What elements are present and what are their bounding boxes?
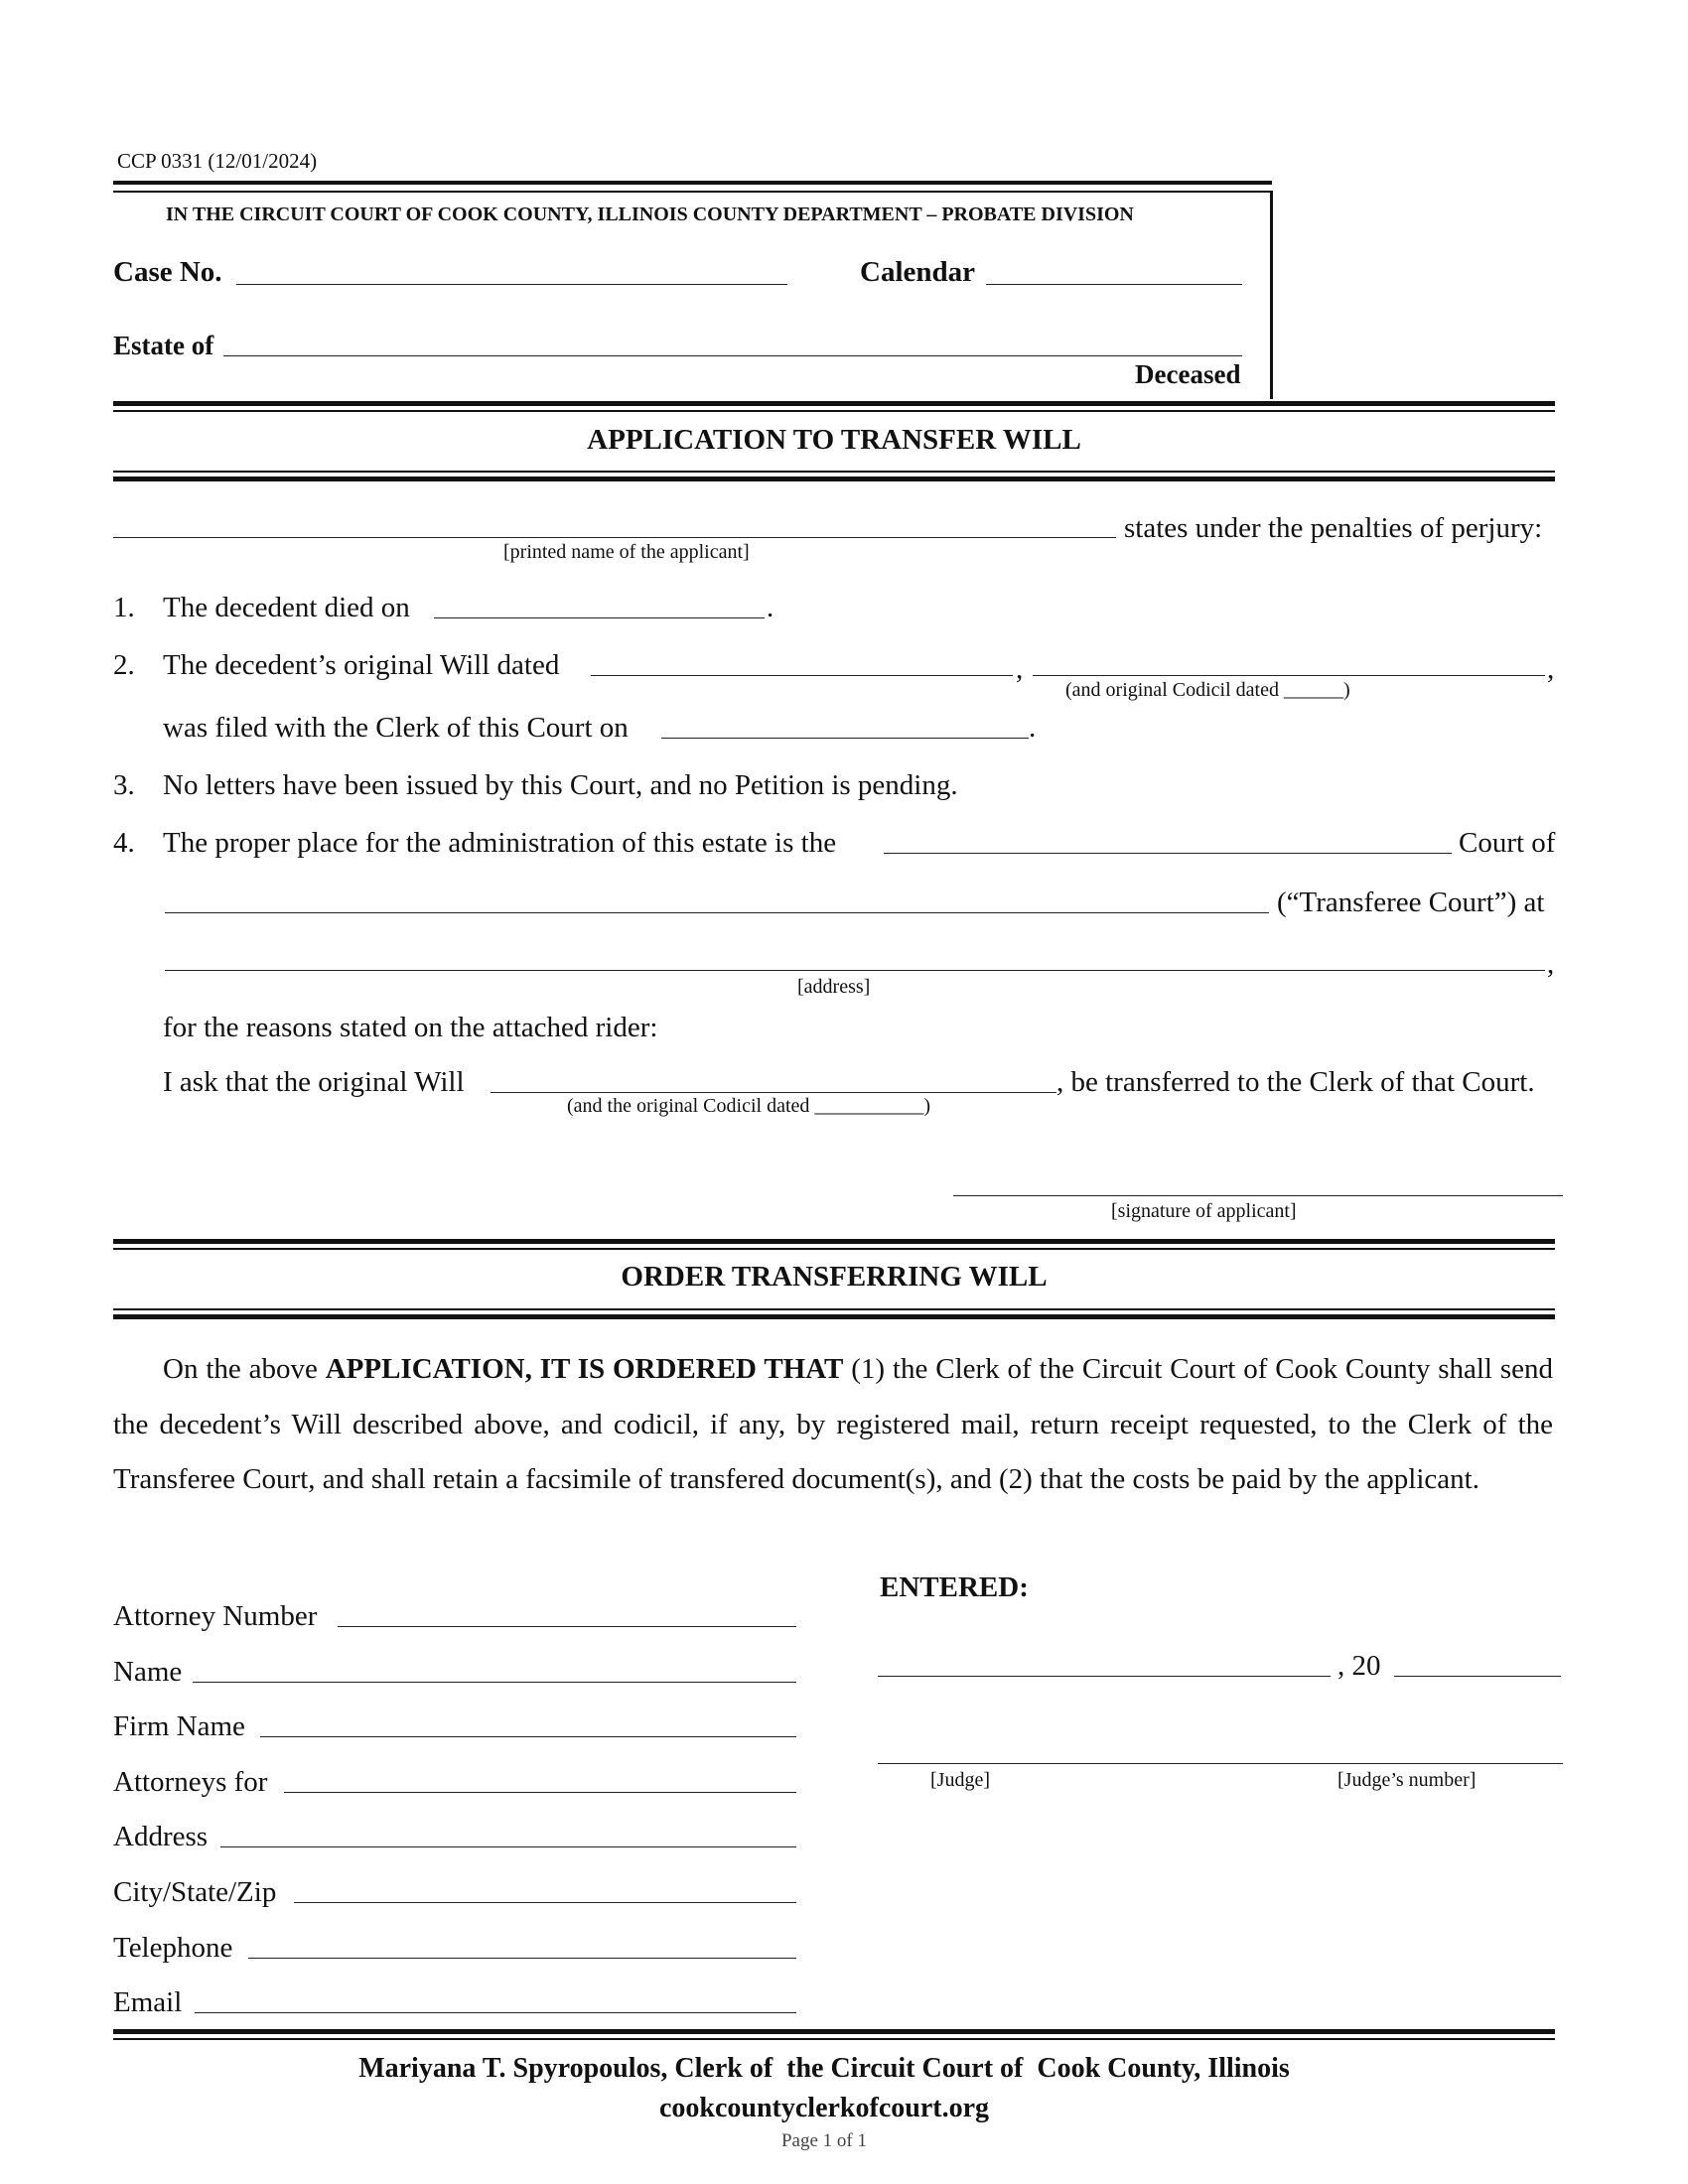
court-type-field[interactable] bbox=[884, 853, 1452, 854]
calendar-field[interactable] bbox=[986, 284, 1242, 285]
order-rule-bottom-thin bbox=[113, 1308, 1555, 1310]
order-text-rest: (1) the Clerk of the Circuit Court of Cook County shall send the decedent’s Will described above, and codicil, if any, by registered mail, return receipt requested, to the Clerk of the Transferee Court, and shall retain a facsimile of transfered document(s), and (2) that the costs be paid by the applicant. bbox=[113, 1353, 1554, 1495]
entered-year-field[interactable] bbox=[1394, 1676, 1561, 1677]
footer-rule-thin bbox=[113, 2038, 1555, 2040]
order-text-bold: APPLICATION, IT IS ORDERED THAT bbox=[325, 1353, 844, 1385]
title-rule-bottom-thin bbox=[113, 471, 1555, 473]
item-2-period: . bbox=[1029, 712, 1037, 744]
item-1-text: The decedent died on bbox=[163, 592, 410, 623]
order-title-text: ORDER TRANSFERRING WILL bbox=[621, 1261, 1048, 1293]
judge-caption: [Judge] bbox=[930, 1769, 990, 1791]
entered-date-field[interactable] bbox=[878, 1676, 1331, 1677]
case-no-field[interactable] bbox=[236, 284, 787, 285]
judge-number-caption: [Judge’s number] bbox=[1337, 1769, 1477, 1791]
footer-rule bbox=[113, 2029, 1555, 2034]
codicil-caption: (and original Codicil dated ______) bbox=[1065, 679, 1350, 701]
court-heading: IN THE CIRCUIT COURT OF COOK COUNTY, ILLINOIS COUNTY DEPARTMENT – PROBATE DIVISION bbox=[166, 204, 1134, 225]
address-caption: [address] bbox=[797, 976, 871, 998]
attorneys-for-label: Attorneys for bbox=[113, 1766, 268, 1798]
reasons-text: for the reasons stated on the attached rider: bbox=[163, 1012, 658, 1043]
name-label: Name bbox=[113, 1656, 183, 1688]
item-2-number: 2. bbox=[113, 649, 135, 681]
states-text: states under the penalties of perjury: bbox=[1124, 512, 1543, 544]
item-4-text: The proper place for the administration of this estate is the bbox=[163, 827, 837, 859]
form-number: CCP 0331 (12/01/2024) bbox=[117, 149, 318, 173]
email-label: Email bbox=[113, 1986, 183, 2018]
address-label: Address bbox=[113, 1821, 209, 1852]
item-4-number: 4. bbox=[113, 827, 135, 859]
city-state-zip-label: City/State/Zip bbox=[113, 1876, 277, 1908]
will-date-field[interactable] bbox=[591, 675, 1013, 676]
order-paragraph bbox=[113, 1342, 1553, 1508]
transfer-text: , be transferred to the Clerk of that Court. bbox=[1056, 1066, 1535, 1098]
page-number: Page 1 of 1 bbox=[780, 2130, 867, 2151]
attorney-number-field[interactable] bbox=[338, 1626, 796, 1627]
court-of-text: Court of bbox=[1459, 827, 1556, 859]
original-will-field[interactable] bbox=[491, 1092, 1056, 1093]
order-rule-top bbox=[113, 1239, 1555, 1244]
telephone-field[interactable] bbox=[248, 1958, 796, 1959]
footer-website[interactable]: cookcountyclerkofcourt.org bbox=[658, 2093, 990, 2123]
calendar-label: Calendar bbox=[860, 256, 975, 288]
item-2-comma: , bbox=[1016, 653, 1024, 685]
header-right-border bbox=[1270, 191, 1273, 399]
order-text-start: On the above bbox=[163, 1353, 326, 1385]
attorney-number-label: Attorney Number bbox=[113, 1600, 318, 1632]
year-prefix: , 20 bbox=[1337, 1650, 1381, 1682]
order-title bbox=[113, 1261, 1555, 1294]
firm-name-label: Firm Name bbox=[113, 1710, 245, 1742]
address-comma: , bbox=[1547, 948, 1555, 980]
telephone-label: Telephone bbox=[113, 1932, 233, 1964]
printed-name-caption: [printed name of the applicant] bbox=[503, 541, 750, 563]
case-no-label: Case No. bbox=[113, 256, 222, 288]
title-rule-top-thin bbox=[113, 410, 1555, 412]
signature-caption: [signature of applicant] bbox=[1111, 1200, 1297, 1222]
transferee-at-text: (“Transferee Court”) at bbox=[1277, 887, 1545, 918]
item-3-number: 3. bbox=[113, 769, 135, 801]
attorneys-for-field[interactable] bbox=[284, 1792, 796, 1793]
item-3-text: No letters have been issued by this Court, and no Petition is pending. bbox=[163, 769, 958, 801]
deceased-label: Deceased bbox=[1135, 359, 1241, 389]
title-rule-top bbox=[113, 401, 1555, 406]
item-1-number: 1. bbox=[113, 592, 135, 623]
city-state-zip-field[interactable] bbox=[294, 1902, 796, 1903]
item-1-period: . bbox=[767, 592, 774, 623]
header-top-rule bbox=[113, 181, 1272, 185]
footer-clerk: Mariyana T. Spyropoulos, Clerk of the Circuit Court of Cook County, Illinois bbox=[358, 2053, 1290, 2084]
estate-of-label: Estate of bbox=[113, 331, 214, 360]
estate-of-field[interactable] bbox=[223, 355, 1242, 356]
filed-date-field[interactable] bbox=[661, 738, 1029, 739]
date-of-death-field[interactable] bbox=[434, 617, 765, 618]
codicil-caption-2: (and the original Codicil dated ___________) bbox=[567, 1095, 931, 1117]
name-field[interactable] bbox=[193, 1682, 796, 1683]
item-2-text: The decedent’s original Will dated bbox=[163, 649, 560, 681]
application-title: APPLICATION TO TRANSFER WILL bbox=[587, 424, 1081, 456]
email-field[interactable] bbox=[195, 2012, 796, 2013]
judge-signature-field[interactable] bbox=[878, 1763, 1563, 1764]
item-2-filed-text: was filed with the Clerk of this Court on bbox=[163, 712, 629, 744]
applicant-signature-field[interactable] bbox=[953, 1195, 1563, 1196]
title-rule-bottom bbox=[113, 477, 1555, 481]
order-rule-bottom bbox=[113, 1314, 1555, 1319]
attorney-address-field[interactable] bbox=[220, 1846, 796, 1847]
ask-text: I ask that the original Will bbox=[163, 1066, 465, 1098]
header-top-rule-thin bbox=[113, 191, 1272, 193]
entered-label: ENTERED: bbox=[880, 1571, 1029, 1603]
item-2-comma-end: , bbox=[1547, 653, 1555, 685]
order-rule-top-thin bbox=[113, 1248, 1555, 1250]
transferee-court-field[interactable] bbox=[165, 912, 1269, 913]
codicil-date-field[interactable] bbox=[1033, 675, 1545, 676]
firm-name-field[interactable] bbox=[260, 1736, 796, 1737]
address-field[interactable] bbox=[165, 970, 1545, 971]
applicant-name-field[interactable] bbox=[113, 537, 1116, 538]
